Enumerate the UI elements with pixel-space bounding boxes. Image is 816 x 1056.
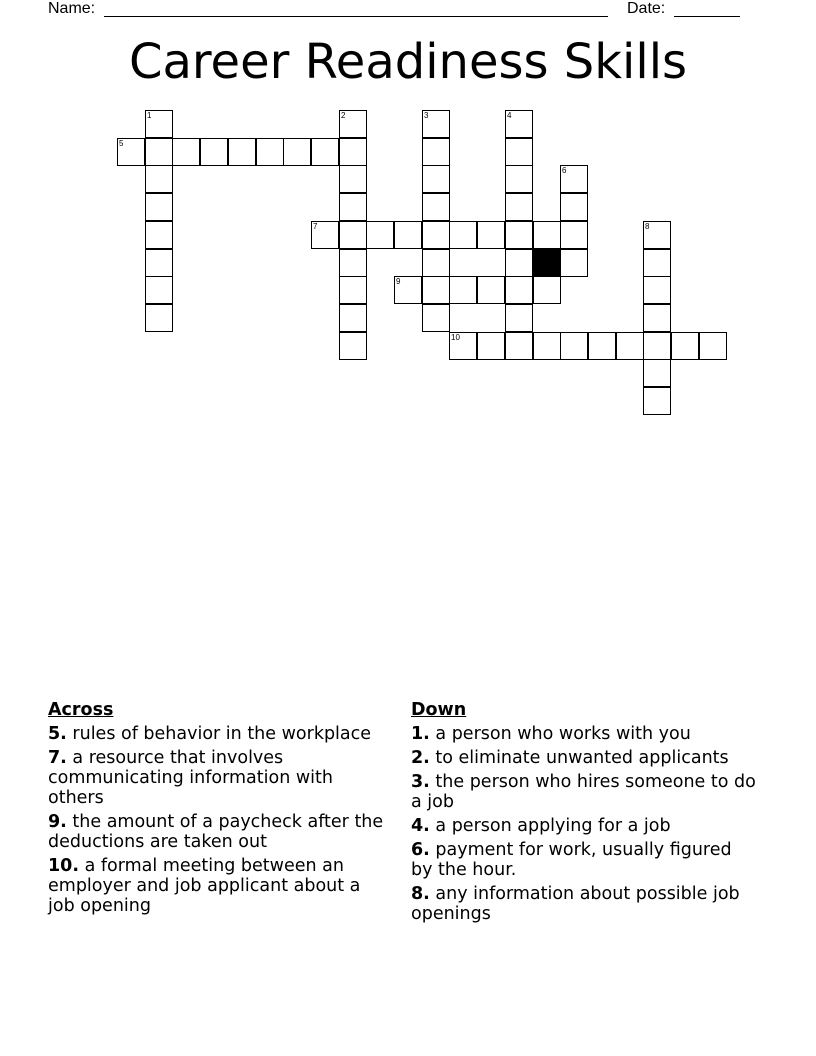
- grid-cell[interactable]: [117, 138, 145, 166]
- grid-cell[interactable]: [339, 221, 367, 249]
- grid-cell[interactable]: [643, 332, 671, 360]
- grid-cell[interactable]: [172, 138, 200, 166]
- grid-cell[interactable]: [505, 221, 533, 249]
- grid-cell[interactable]: [505, 304, 533, 332]
- grid-cell[interactable]: [145, 221, 173, 249]
- grid-cell[interactable]: [505, 165, 533, 193]
- grid-cell[interactable]: [422, 165, 450, 193]
- page-title: Career Readiness Skills: [128, 34, 688, 90]
- grid-cell[interactable]: [422, 249, 450, 277]
- grid-cell[interactable]: [505, 138, 533, 166]
- grid-cell[interactable]: [588, 332, 616, 360]
- grid-cell[interactable]: [339, 276, 367, 304]
- grid-cell[interactable]: [616, 332, 644, 360]
- grid-cell[interactable]: [560, 193, 588, 221]
- clue-number: 6: [562, 166, 567, 175]
- grid-cell[interactable]: [505, 276, 533, 304]
- grid-cell[interactable]: [643, 304, 671, 332]
- grid-cell[interactable]: [477, 276, 505, 304]
- grid-cell[interactable]: [366, 221, 394, 249]
- grid-cell[interactable]: [505, 332, 533, 360]
- clue-down-1: 1. a person who works with you: [411, 724, 691, 744]
- grid-cell[interactable]: [477, 332, 505, 360]
- grid-cell[interactable]: [145, 138, 173, 166]
- down-heading: Down: [411, 700, 467, 720]
- grid-cell[interactable]: [505, 110, 533, 138]
- grid-cell[interactable]: [339, 332, 367, 360]
- grid-cell[interactable]: [560, 221, 588, 249]
- clue-down-3: 3. the person who hires someone to do a job: [411, 772, 756, 812]
- grid-cell[interactable]: [311, 138, 339, 166]
- clue-down-2: 2. to eliminate unwanted applicants: [411, 748, 729, 768]
- clue-down-6: 6. payment for work, usually figured by the hour.: [411, 840, 732, 880]
- grid-cell[interactable]: [339, 138, 367, 166]
- grid-cell[interactable]: [145, 193, 173, 221]
- across-heading: Across: [48, 700, 114, 720]
- grid-cell[interactable]: [505, 249, 533, 277]
- date-label: Date:: [627, 0, 666, 17]
- grid-cell[interactable]: [505, 193, 533, 221]
- grid-cell[interactable]: [145, 110, 173, 138]
- grid-cell[interactable]: [339, 193, 367, 221]
- clue-number: 10: [451, 333, 460, 342]
- grid-cell[interactable]: [422, 304, 450, 332]
- grid-cell[interactable]: [145, 165, 173, 193]
- clue-across-7: 7. a resource that involves communicating information with others: [48, 748, 333, 808]
- grid-cell[interactable]: [200, 138, 228, 166]
- grid-cell[interactable]: [145, 276, 173, 304]
- clue-down-4: 4. a person applying for a job: [411, 816, 671, 836]
- grid-cell[interactable]: [560, 249, 588, 277]
- clue-number: 1: [147, 111, 152, 120]
- grid-cell[interactable]: [422, 110, 450, 138]
- clue-number: 3: [424, 111, 429, 120]
- clue-number: 4: [507, 111, 512, 120]
- name-label: Name:: [48, 0, 96, 17]
- grid-cell[interactable]: [394, 221, 422, 249]
- clue-across-10: 10. a formal meeting between an employer and job applicant about a job opening: [48, 856, 361, 916]
- grid-cell[interactable]: [449, 221, 477, 249]
- clue-across-9: 9. the amount of a paycheck after the deductions are taken out: [48, 812, 384, 852]
- grid-cell[interactable]: [643, 359, 671, 387]
- across-clues: [48, 700, 388, 920]
- grid-cell[interactable]: [449, 276, 477, 304]
- grid-cell[interactable]: [145, 249, 173, 277]
- grid-cell[interactable]: [643, 221, 671, 249]
- grid-cell[interactable]: [422, 193, 450, 221]
- grid-cell[interactable]: [422, 138, 450, 166]
- grid-cell[interactable]: [560, 332, 588, 360]
- grid-cell[interactable]: [339, 304, 367, 332]
- clue-number: 8: [645, 222, 650, 231]
- clue-number: 2: [341, 111, 346, 120]
- grid-cell[interactable]: [422, 221, 450, 249]
- grid-cell[interactable]: [311, 221, 339, 249]
- clue-number: 9: [396, 277, 401, 286]
- grid-cell[interactable]: [228, 138, 256, 166]
- clue-down-8: 8. any information about possible job openings: [411, 884, 740, 924]
- grid-cell[interactable]: [422, 276, 450, 304]
- grid-cell[interactable]: [643, 276, 671, 304]
- grid-cell[interactable]: [283, 138, 311, 166]
- grid-cell[interactable]: [339, 249, 367, 277]
- grid-cell[interactable]: [256, 138, 284, 166]
- grid-block: [533, 249, 561, 277]
- grid-cell[interactable]: [339, 165, 367, 193]
- grid-cell[interactable]: [671, 332, 699, 360]
- grid-cell[interactable]: [394, 276, 422, 304]
- grid-cell[interactable]: [145, 304, 173, 332]
- down-clues: [411, 700, 756, 928]
- grid-cell[interactable]: [643, 387, 671, 415]
- crossword-grid: [0, 0, 816, 430]
- grid-cell[interactable]: [533, 276, 561, 304]
- clue-number: 7: [313, 222, 318, 231]
- grid-cell[interactable]: [477, 221, 505, 249]
- clue-across-5: 5. rules of behavior in the workplace: [48, 724, 372, 744]
- grid-cell[interactable]: [339, 110, 367, 138]
- grid-cell[interactable]: [449, 332, 477, 360]
- grid-cell[interactable]: [560, 165, 588, 193]
- grid-cell[interactable]: [643, 249, 671, 277]
- grid-cell[interactable]: [533, 332, 561, 360]
- grid-cell[interactable]: [533, 221, 561, 249]
- grid-cell[interactable]: [699, 332, 727, 360]
- clue-number: 5: [119, 139, 124, 148]
